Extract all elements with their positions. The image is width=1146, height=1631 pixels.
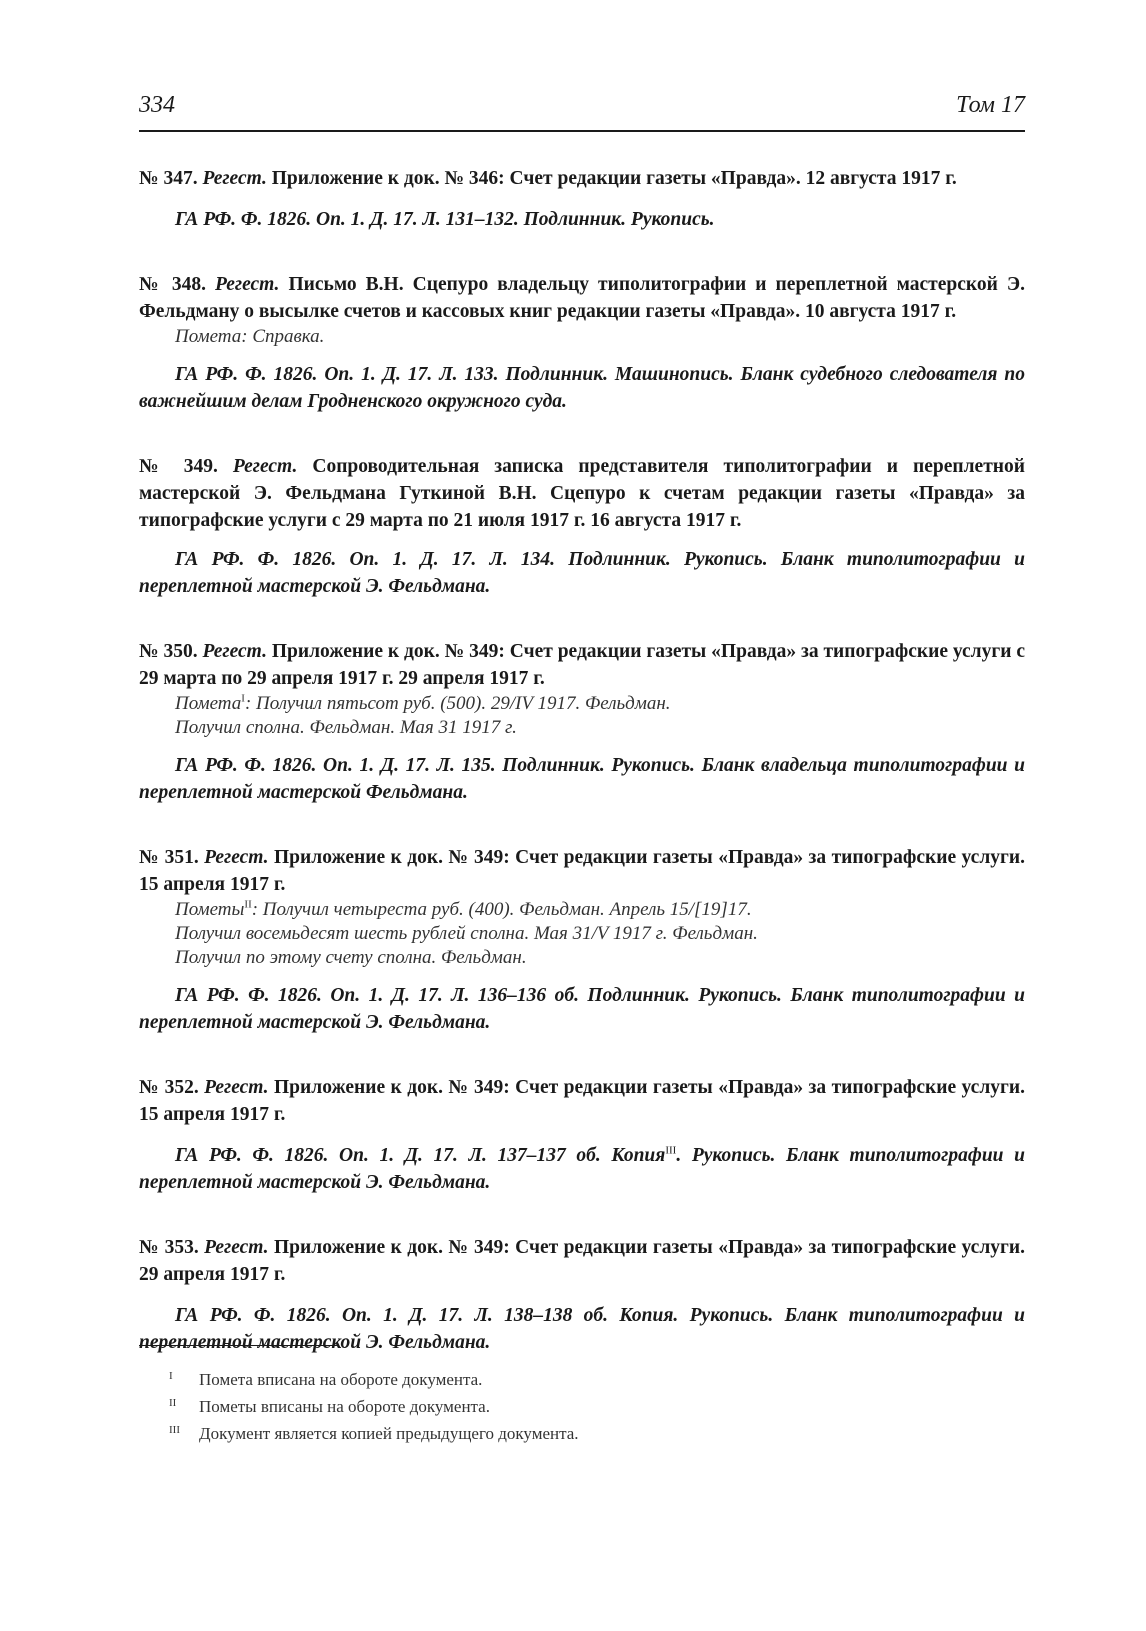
entry-number: № 349. (139, 456, 218, 477)
archive-source: ГА РФ. Ф. 1826. Оп. 1. Д. 17. Л. 138–138 об. Копия. Рукопись. Бланк типолитографии и переплетной мастерской Э. Фельдмана. (139, 1305, 1025, 1353)
regest-label: Регест. (232, 456, 298, 477)
footnote-text: Пометы вписаны на обороте документа. (199, 1397, 490, 1416)
footnote-ref[interactable]: III (665, 1144, 677, 1157)
footnote-mark: I (169, 1370, 173, 1382)
footnote-text: Помета вписана на обороте документа. (199, 1370, 483, 1389)
source-text: ГА РФ. Ф. 1826. Оп. 1. Д. 17. Л. 137–137 об. Копия (175, 1145, 666, 1166)
archive-source: ГА РФ. Ф. 1826. Оп. 1. Д. 17. Л. 131–132. Подлинник. Рукопись. (175, 209, 715, 230)
entry-348 (139, 271, 1025, 415)
entry-352 (139, 1074, 1025, 1196)
entry-text: Сопроводительная записка представителя типолитографии и переплетной мастерской Э. Фельдмана Гуткиной В.Н. Сцепуро к счетам редакции газеты «Правда» за типографские услуги с 29 марта по 21 июля 1917 г. 16 августа 1917 г. (139, 456, 1026, 531)
entry-number: № 348. (139, 274, 206, 295)
volume-label: Том 17 (956, 92, 1025, 118)
footnote-mark: II (169, 1397, 177, 1409)
entry-number: № 350. (139, 641, 198, 662)
footnote-rule (139, 1345, 339, 1346)
note-line: Получил сполна. Фельдман. Мая 31 1917 г. (175, 717, 517, 738)
entry-350 (139, 638, 1025, 806)
entry-text: Приложение к док. № 349: Счет редакции газеты «Правда» за типографские услуги. 15 апреля 1917 г. (139, 847, 1025, 895)
regest-label: Регест. (215, 274, 280, 295)
entry-text: Приложение к док. № 346: Счет редакции газеты «Правда». 12 августа 1917 г. (271, 168, 957, 189)
entry-number: № 353. (139, 1237, 199, 1258)
entry-title (139, 1234, 1025, 1288)
entry-text: Приложение к док. № 349: Счет редакции газеты «Правда» за типографские услуги. 29 апреля 1917 г. (139, 1237, 1025, 1285)
archive-source: ГА РФ. Ф. 1826. Оп. 1. Д. 17. Л. 135. Подлинник. Рукопись. Бланк владельца типолитографии и переплетной мастерской Фельдмана. (139, 755, 1025, 803)
regest-label: Регест. (204, 847, 269, 868)
entry-title (139, 1074, 1025, 1128)
entry-text: Письмо В.Н. Сцепуро владельцу типолитографии и переплетной мастерской Э. Фельдману о высылке счетов и кассовых книг редакции газеты «Правда». 10 августа 1917 г. (139, 274, 1026, 322)
entry-number: № 347. (139, 168, 198, 189)
archive-source (139, 1142, 1025, 1196)
note-line: Получил по этому счету сполна. Фельдман. (175, 947, 527, 968)
entries-list (139, 165, 1025, 1394)
entry-347 (139, 165, 1025, 233)
entry-number: № 351. (139, 847, 199, 868)
note-line: Получил восемьдесят шесть рублей сполна. Мая 31/V 1917 г. Фельдман. (175, 923, 758, 944)
footnote (139, 1366, 1025, 1393)
entry-title (139, 165, 1025, 192)
entry-title (139, 844, 1025, 898)
entry-notes (175, 325, 1025, 349)
entry-title (139, 271, 1025, 325)
footnote (139, 1393, 1025, 1420)
entry-353 (139, 1234, 1025, 1356)
regest-label: Регест. (202, 641, 267, 662)
note-line (175, 898, 1025, 922)
archive-source: ГА РФ. Ф. 1826. Оп. 1. Д. 17. Л. 136–136 об. Подлинник. Рукопись. Бланк типолитографии и переплетной мастерской Э. Фельдмана. (139, 985, 1025, 1033)
archive-source: ГА РФ. Ф. 1826. Оп. 1. Д. 17. Л. 134. Подлинник. Рукопись. Бланк типолитографии и переплетной мастерской Э. Фельдмана. (139, 549, 1025, 597)
entry-351 (139, 844, 1025, 1036)
entry-title (139, 453, 1025, 534)
footnote-mark: III (169, 1424, 180, 1436)
note-line (175, 692, 1025, 716)
entry-title (139, 638, 1025, 692)
footnotes (139, 1366, 1025, 1447)
footnote-text: Документ является копией предыдущего документа. (199, 1424, 579, 1443)
entry-text: Приложение к док. № 349: Счет редакции газеты «Правда» за типографские услуги. 15 апреля 1917 г. (139, 1077, 1025, 1125)
archive-source: ГА РФ. Ф. 1826. Оп. 1. Д. 17. Л. 133. Подлинник. Машинопись. Бланк судебного следователя по важнейшим делам Гродненского окружного суда. (139, 364, 1025, 412)
regest-label: Регест. (204, 1237, 269, 1258)
footnote-ref[interactable]: II (244, 898, 252, 911)
note-text: : Получил пятьсот руб. (500). 29/IV 1917. Фельдман. (244, 693, 671, 714)
note-label: Пометы (175, 899, 245, 920)
running-head (139, 92, 1025, 126)
regest-label: Регест. (202, 168, 267, 189)
footnote-ref[interactable]: I (241, 692, 245, 705)
footnote (139, 1420, 1025, 1447)
entry-349 (139, 453, 1025, 600)
header-rule (139, 130, 1025, 132)
entry-text: Приложение к док. № 349: Счет редакции газеты «Правда» за типографские услуги с 29 марта по 29 апреля 1917 г. 29 апреля 1917 г. (139, 641, 1026, 689)
entry-notes (175, 898, 1025, 970)
page-number: 334 (139, 92, 175, 118)
note-text: : Получил четыреста руб. (400). Фельдман. Апрель 15/[19]17. (251, 899, 752, 920)
entry-number: № 352. (139, 1077, 199, 1098)
regest-label: Регест. (204, 1077, 269, 1098)
source-text: . Рукопись. Бланк типолитографии и переплетной мастерской Э. Фельдмана. (139, 1145, 1025, 1193)
entry-notes (175, 692, 1025, 740)
note-label: Помета (175, 693, 242, 714)
note-line: Помета: Справка. (175, 326, 325, 347)
